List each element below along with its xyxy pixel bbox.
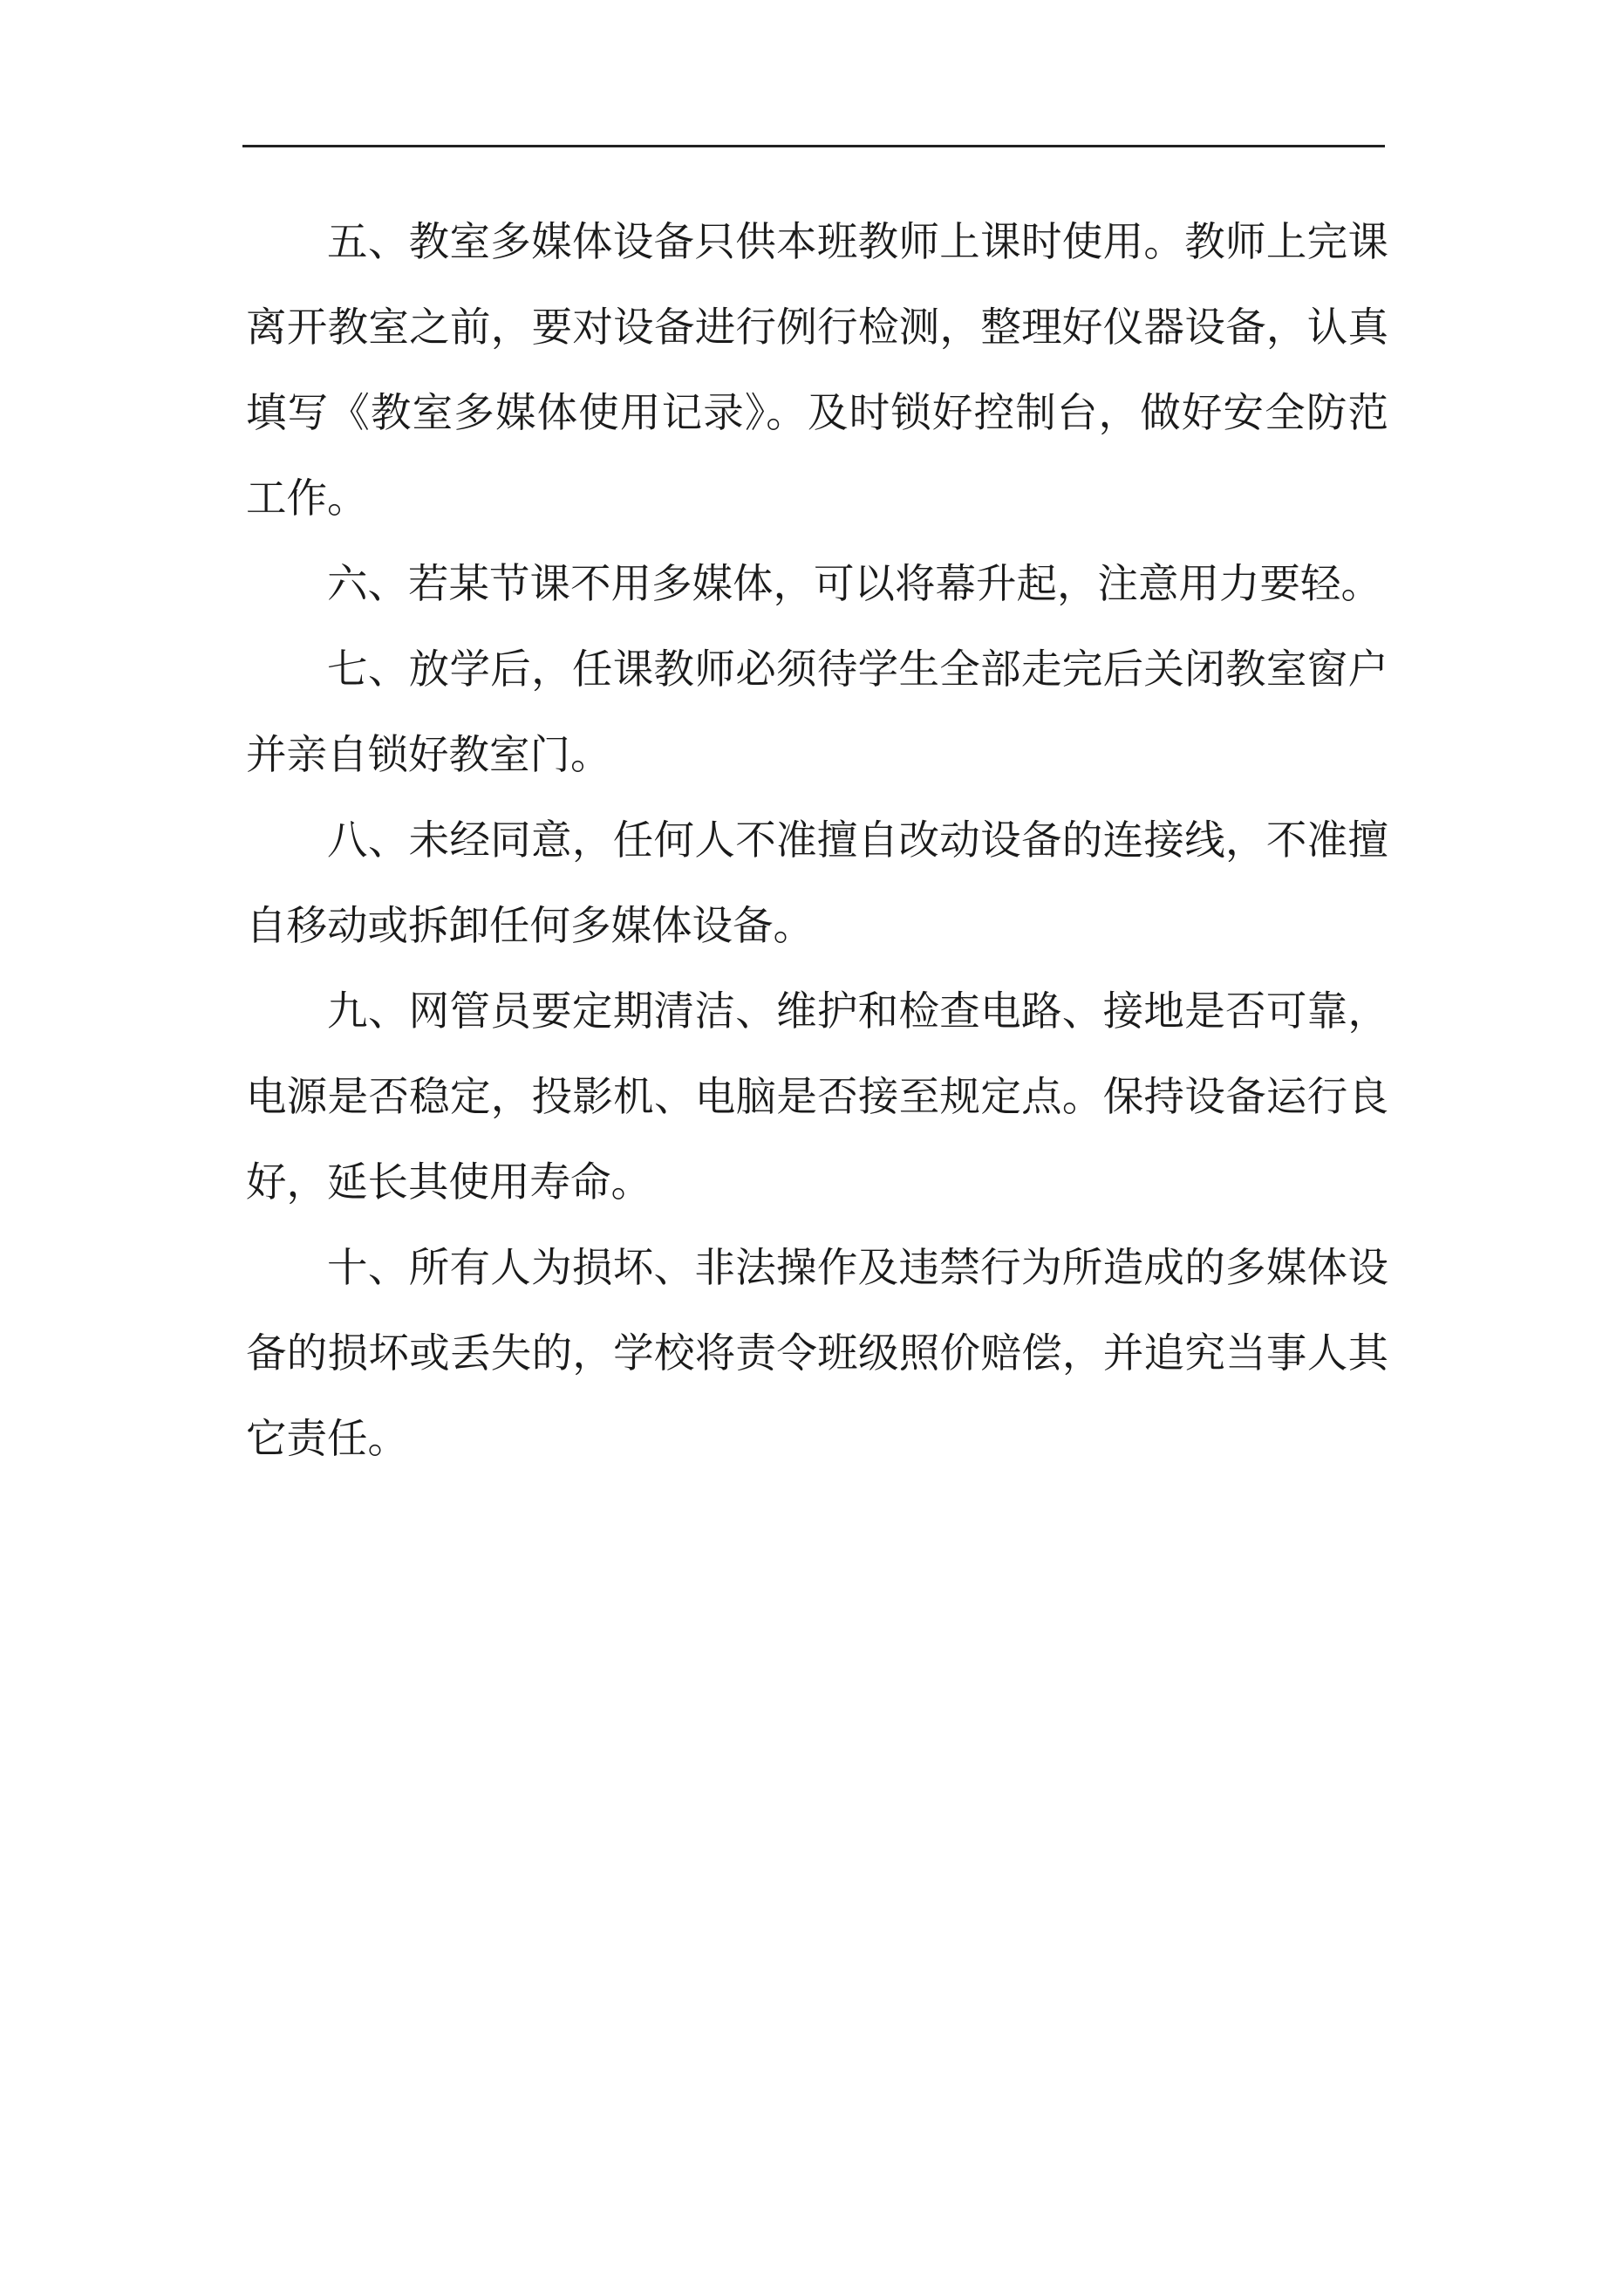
paragraph-10: 十、所有人为损坏、非法操作及违禁行为所造成的多媒体设备的损坏或丢失的，学校将责令班级照价赔偿，并追究当事人其它责任。 — [246, 1244, 1388, 1462]
paragraph-9: 九、网管员要定期清洁、维护和检查电路、接地是否可靠，电源是否稳定，投影机、电脑是否接至规定点。保持设备运行良好，延长其使用寿命。 — [246, 987, 1388, 1206]
header-rule — [242, 145, 1385, 147]
document-body — [246, 199, 1388, 1481]
paragraph-5: 五、教室多媒体设备只供本班教师上课时使用。教师上完课离开教室之前，要对设备进行例行检测，整理好仪器设备，认真填写《教室多媒体使用记录》。及时锁好控制台，做好安全防范工作。 — [246, 218, 1388, 522]
paragraph-6: 六、若某节课不用多媒体，可以将幕升起，注意用力要轻。 — [327, 560, 1381, 607]
paragraph-8: 八、未经同意，任何人不准擅自改动设备的连接线，不准擅自移动或拆卸任何多媒体设备。 — [246, 817, 1388, 949]
paragraph-7: 七、放学后，任课教师必须待学生全部走完后关闭教室窗户并亲自锁好教室门。 — [246, 646, 1388, 778]
